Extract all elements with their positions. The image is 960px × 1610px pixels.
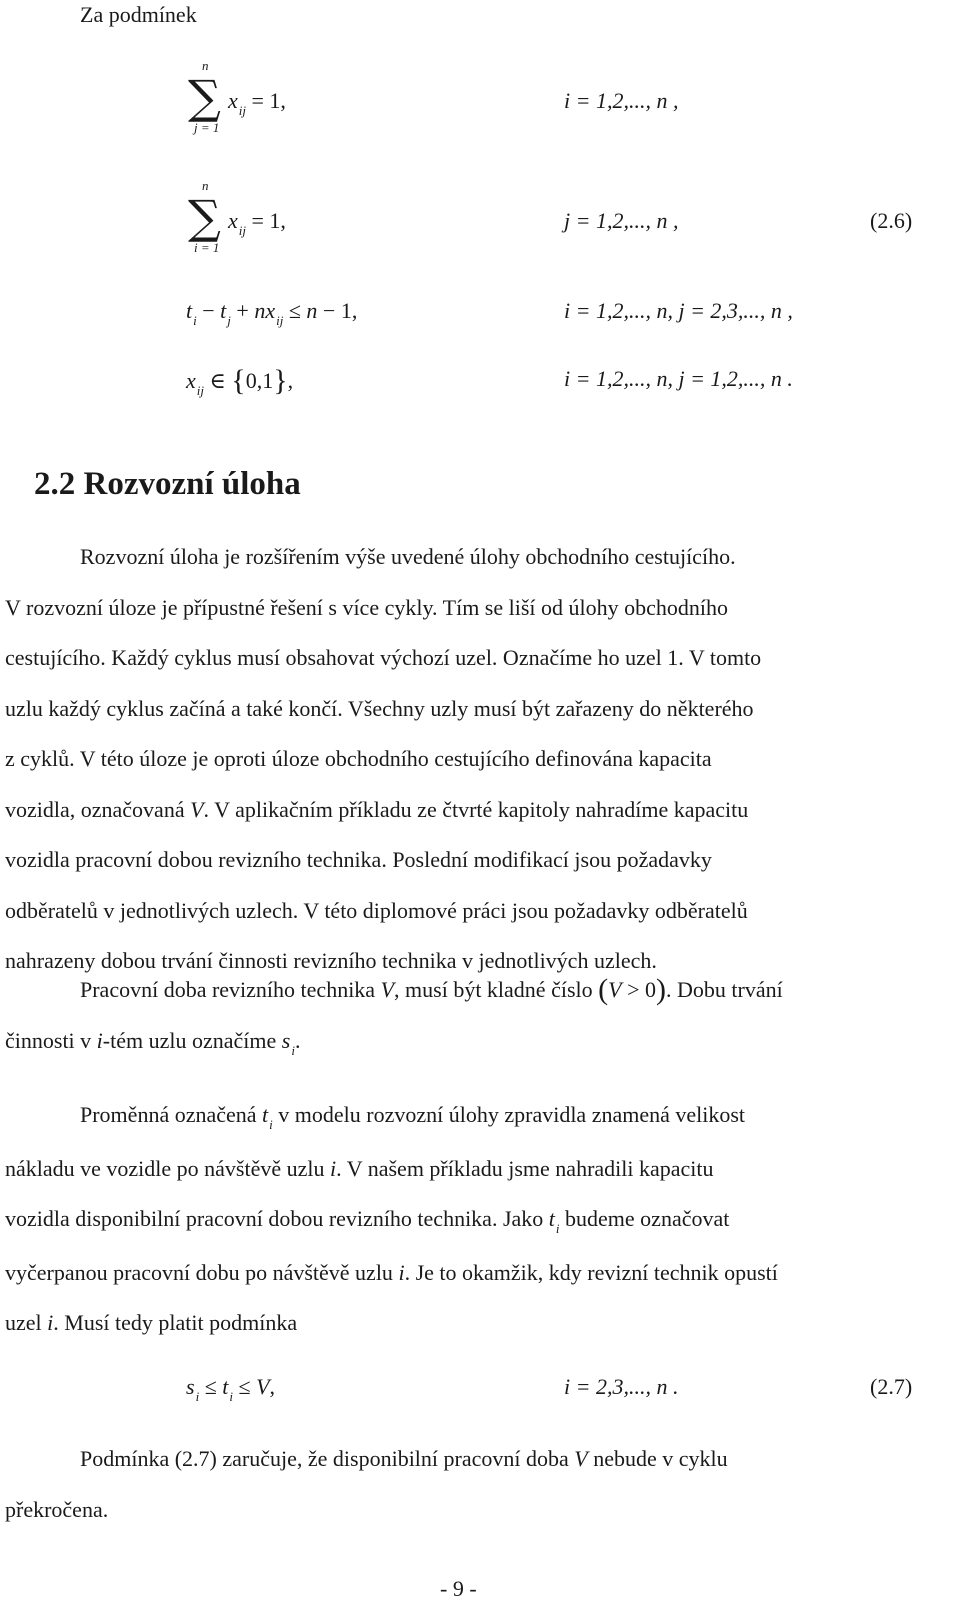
section-heading — [34, 466, 301, 503]
text-line: nákladu ve vozidle po návštěvě uzlu i. V našem příkladu jsme nahradili kapacitu — [5, 1155, 714, 1181]
sum-upper-limit: n — [202, 178, 209, 193]
binary-constraint: $x_{ij}$ ∈ {0,1}, — [186, 364, 294, 398]
sum-symbol: ∑ — [188, 70, 221, 124]
text-line: překročena. — [5, 1496, 109, 1522]
math-var-V: V — [190, 796, 204, 822]
sum-term: $x_{ij} = 1$, — [228, 208, 286, 238]
intro-text: Za podmínek — [80, 2, 197, 27]
text-line: uzlu každý cyklus začíná a také končí. Všechny uzly musí být zařazeny do některého — [5, 695, 754, 721]
text-line: Pracovní doba revizního technika V, musí být kladné číslo (V > 0). Dobu trvání — [80, 973, 783, 1006]
paragraph-4 — [5, 1434, 933, 1535]
equation-condition: i = 2,3,..., n . — [564, 1374, 679, 1399]
text-line: Proměnná označená $t_i$ v modelu rozvozní úlohy zpravidla znamená velikost — [80, 1102, 746, 1132]
sum-lower-limit: i = 1 — [194, 240, 220, 255]
equation-condition: i = 1,2,..., n, j = 2,3,..., n , — [564, 298, 793, 323]
text-line: vyčerpanou pracovní dobu po návštěvě uzlu i. Je to okamžik, kdy revizní technik opustí — [5, 1259, 778, 1285]
text-line: vozidla pracovní dobou revizního technika. Poslední modifikací jsou požadavky — [5, 847, 712, 872]
equation-1 — [186, 58, 946, 148]
time-constraint: $s_i \le t_i \le V$, — [186, 1374, 276, 1404]
constraint-expression: $t_i - t_j + nx_{ij} \le n - 1$, — [186, 298, 358, 328]
sum-symbol: ∑ — [188, 190, 221, 244]
text-line: Podmínka (2.7) zaručuje, že disponibilní pracovní doba V nebude v cyklu — [80, 1446, 728, 1471]
section-number: 2.2 — [34, 466, 76, 502]
text-line: z cyklů. V této úloze je oproti úloze obchodního cestujícího definována kapacita — [5, 746, 712, 771]
section-title: Rozvozní úloha — [83, 466, 301, 502]
sum-upper-limit: n — [202, 58, 209, 73]
text-line: vozidla, označovaná V. V aplikačním příkladu ze čtvrté kapitoly nahradíme kapacitu — [5, 796, 749, 822]
page-number: - 9 - — [440, 1576, 477, 1601]
paragraph-2 — [5, 963, 933, 1069]
equation-2-7 — [186, 1372, 946, 1412]
sum-lower-limit: j = 1 — [194, 120, 220, 135]
text-line: odběratelů v jednotlivých uzlech. V této diplomové práci jsou požadavky odběratelů — [5, 897, 748, 923]
text-line: nahrazeny dobou trvání činnosti revizního technika v jednotlivých uzlech. — [5, 948, 657, 973]
equation-condition: j = 1,2,..., n , — [564, 208, 679, 233]
sum-term: $x_{ij} = 1$, — [228, 88, 286, 118]
text-line: Rozvozní úloha je rozšířením výše uvedené úlohy obchodního cestujícího. — [80, 544, 736, 569]
text-line: cestujícího. Každý cyklus musí obsahovat výchozí uzel. Označíme ho uzel 1. V tomto — [5, 645, 762, 670]
paragraph-3 — [5, 1090, 933, 1349]
equation-2 — [186, 178, 946, 268]
equation-number: (2.7) — [870, 1374, 913, 1399]
text-line: V rozvozní úloze je přípustné řešení s více cykly. Tím se liší od úlohy obchodního — [5, 594, 729, 620]
equation-condition: i = 1,2,..., n , — [564, 88, 679, 113]
equation-4 — [186, 364, 946, 404]
text-line: činnosti v i-tém uzlu označíme $s_i$. — [5, 1027, 301, 1058]
text-line: vozidla disponibilní pracovní dobou revizního technika. Jako $t_i$ budeme označovat — [5, 1206, 730, 1236]
paragraph-1 — [5, 532, 933, 987]
equation-condition: i = 1,2,..., n, j = 1,2,..., n . — [564, 366, 793, 391]
equation-number: (2.6) — [870, 208, 913, 233]
text-line: uzel i. Musí tedy platit podmínka — [5, 1310, 298, 1335]
equation-3 — [186, 296, 946, 336]
